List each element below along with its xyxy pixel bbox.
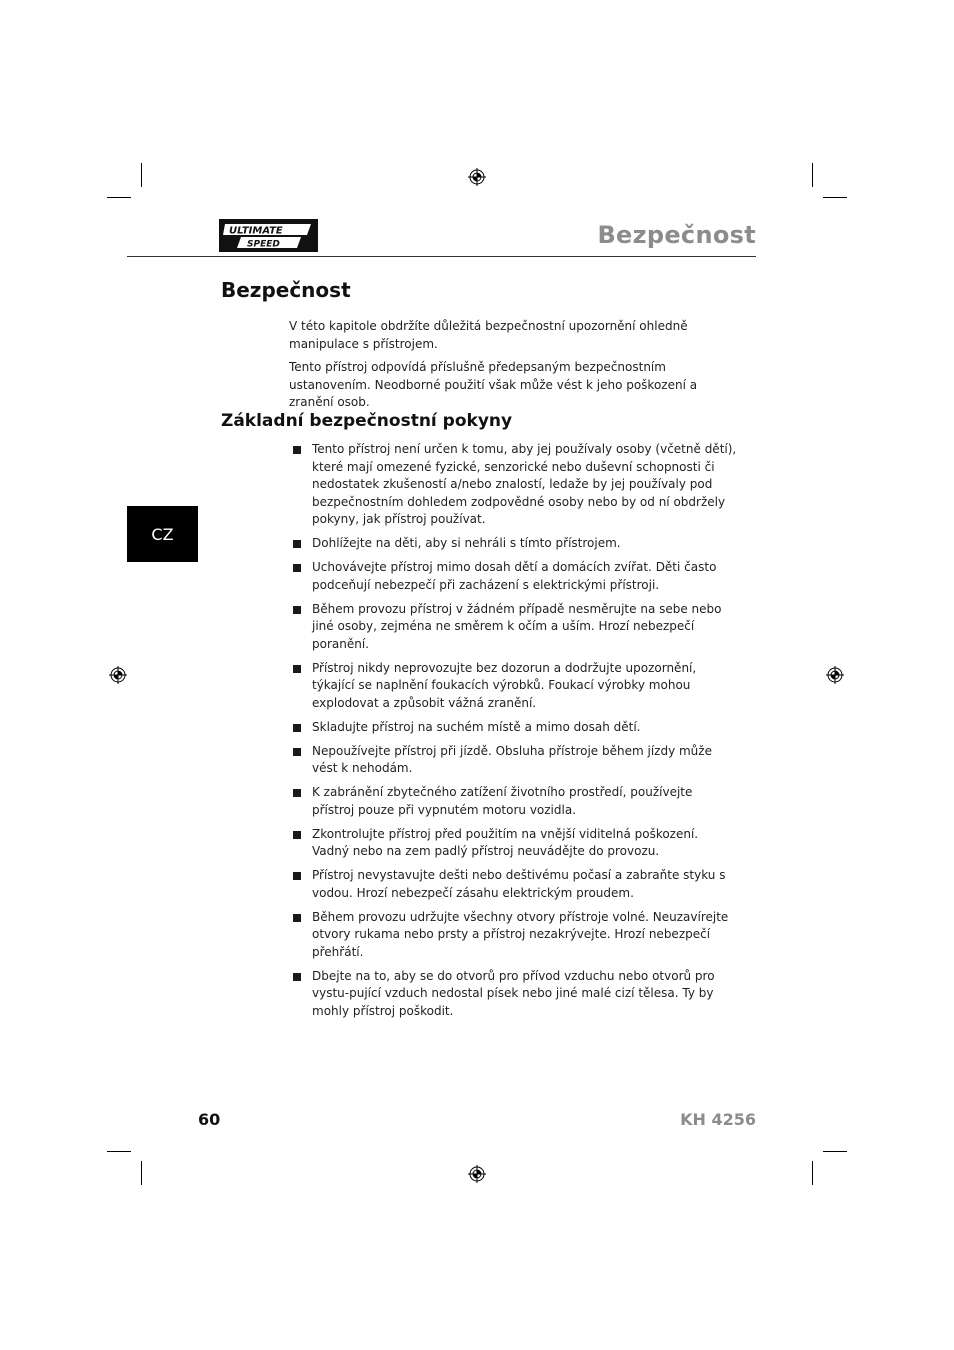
square-bullet-icon	[293, 872, 301, 880]
registration-mark-icon	[109, 666, 127, 684]
square-bullet-icon	[293, 789, 301, 797]
list-item-text: Během provozu přístroj v žádném případě nesměrujte na sebe nebo jiné osoby, zejména ne směrem k očím a uším. Hrozí nebezpečí poranění.	[312, 601, 722, 651]
page-number: 60	[198, 1110, 221, 1129]
square-bullet-icon	[293, 446, 301, 454]
list-item	[293, 784, 738, 819]
model-number: KH 4256	[680, 1110, 756, 1129]
list-item-text: Dohlížejte na děti, aby si nehráli s tímto přístrojem.	[312, 536, 621, 550]
list-item-text: Nepoužívejte přístroj při jízdě. Obsluha přístroje během jízdy může vést k nehodám.	[312, 743, 712, 775]
list-item-text: Během provozu udržujte všechny otvory přístroje volné. Neuzavírejte otvory rukama nebo prsty a přístroj nezakrývejte. Hrozí nebezpečí přehřátí.	[312, 909, 729, 959]
ultimate-speed-logo	[219, 219, 318, 252]
list-item	[293, 601, 738, 654]
list-item	[293, 559, 738, 594]
list-item	[293, 968, 738, 1021]
list-item-text: K zabránění zbytečného zatížení životního prostředí, používejte přístroj pouze při vypnutém motoru vozidla.	[312, 785, 693, 817]
crop-mark-bottom-left-horizontal	[107, 1151, 131, 1152]
registration-mark-icon	[826, 666, 844, 684]
registration-mark-icon	[468, 1165, 486, 1183]
intro-paragraph: V této kapitole obdržíte důležitá bezpečnostní upozornění ohledně manipulace s přístrojem.	[289, 319, 688, 351]
list-item	[293, 660, 738, 713]
square-bullet-icon	[293, 724, 301, 732]
square-bullet-icon	[293, 914, 301, 922]
square-bullet-icon	[293, 606, 301, 614]
list-item-text: Tento přístroj není určen k tomu, aby jej používaly osoby (včetně dětí), které mají omezené fyzické, senzorické nebo duševní schopnosti či nedostatek zkušeností a/nebo znalostí, ledaže by jej používaly pod bezpečnostním dohledem zodpovědné osoby nebo by od ní obdržely pokyny, jak přístroj používat.	[312, 442, 737, 526]
crop-mark-bottom-right-horizontal	[823, 1151, 847, 1152]
header-title: Bezpečnost	[597, 221, 756, 249]
subsection-title: Základní bezpečnostní pokyny	[221, 411, 513, 431]
list-item-text: Dbejte na to, aby se do otvorů pro přívod vzduchu nebo otvorů pro vystu-pující vzduch nedostal písek nebo jiné malé cizí tělesa. Ty by mohly přístroj poškodit.	[312, 968, 715, 1018]
square-bullet-icon	[293, 831, 301, 839]
safety-instructions-list	[293, 441, 738, 1027]
logo-text-speed: SPEED	[247, 239, 280, 250]
square-bullet-icon	[293, 665, 301, 673]
logo-text-ultimate: ULTIMATE	[229, 225, 283, 237]
square-bullet-icon	[293, 973, 301, 981]
header-divider	[127, 256, 756, 257]
list-item-text: Zkontrolujte přístroj před použitím na vnější viditelná poškození. Vadný nebo na zem padlý přístroj neuvádějte do provozu.	[312, 826, 699, 858]
crop-mark-top-left-vertical	[141, 163, 142, 187]
list-item	[293, 719, 738, 737]
intro-paragraph: Tento přístroj odpovídá příslušně předepsaným bezpečnostním ustanovením. Neodborné použití však může vést k jeho poškození a zranění osob.	[289, 360, 698, 409]
section-title: Bezpečnost	[221, 278, 351, 302]
list-item-text: Skladujte přístroj na suchém místě a mimo dosah dětí.	[312, 719, 641, 734]
language-tab: CZ	[127, 506, 198, 562]
list-item	[293, 826, 738, 861]
list-item	[293, 535, 738, 553]
crop-mark-top-right-horizontal	[823, 197, 847, 198]
square-bullet-icon	[293, 540, 301, 548]
crop-mark-top-right-vertical	[812, 163, 813, 187]
list-item	[293, 441, 738, 529]
list-item	[293, 743, 738, 778]
crop-mark-bottom-right-vertical	[812, 1161, 813, 1185]
list-item	[293, 909, 738, 962]
crop-mark-top-left-horizontal	[107, 197, 131, 198]
square-bullet-icon	[293, 748, 301, 756]
crop-mark-bottom-left-vertical	[141, 1161, 142, 1185]
list-item-text: Uchovávejte přístroj mimo dosah dětí a domácích zvířat. Děti často podceňují nebezpečí při zacházení s elektrickými přístroji.	[312, 560, 717, 592]
intro-text	[289, 318, 734, 418]
list-item-text: Přístroj nevystavujte dešti nebo deštivému počasí a zabraňte styku s vodou. Hrozí nebezpečí zásahu elektrickým proudem.	[312, 868, 726, 900]
list-item-text: Přístroj nikdy neprovozujte bez dozorun a dodržujte upozornění, týkající se naplnění foukacích výrobků. Foukací výrobky mohou explodovat a způsobit vážná zranění.	[312, 660, 697, 710]
square-bullet-icon	[293, 564, 301, 572]
list-item	[293, 867, 738, 902]
registration-mark-icon	[468, 168, 486, 186]
